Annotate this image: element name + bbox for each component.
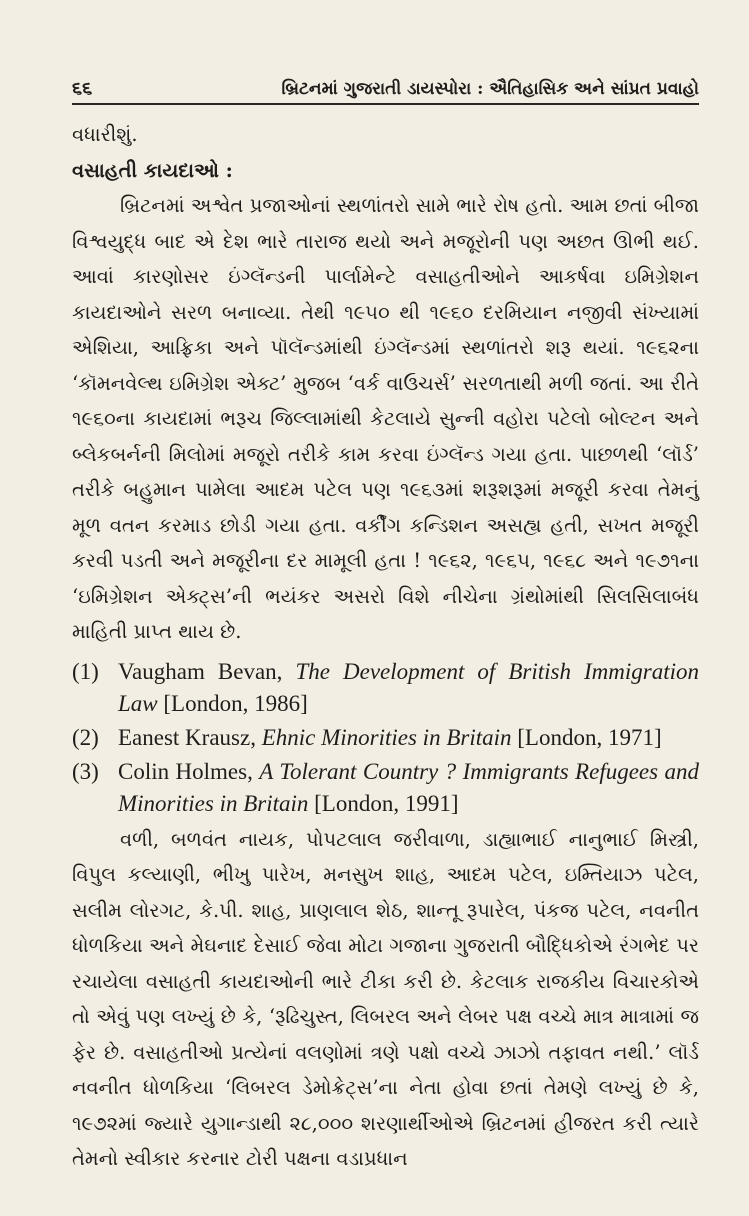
page-number: ૬૬ <box>72 78 93 99</box>
paragraph-2: વળી, બળવંત નાયક, પોપટલાલ જરીવાળા, ડાહ્યાભાઈ નાનુભાઈ મિસ્ત્રી, વિપુલ કલ્યાણી, ભીખુ પારેખ, મનસુખ શાહ, આદમ પટેલ, ઇમ્તિયાઝ પટેલ, સલીમ લોરગટ, કે.પી. શાહ, પ્રાણલાલ શેઠ, શાન્તૂ રૂપારેલ, પંકજ પટેલ, નવનીત ધોળકિયા અને મેઘનાદ દેસાઈ જેવા મોટા ગજાના ગુજરાતી બૌદ્ધિકોએ રંગભેદ પર રચાયેલા વસાહતી કાયદાઓની ભારે ટીકા કરી છે. કેટલાક રાજકીય વિચારકોએ તો એવું પણ લખ્યું છે કે, ‘રૂઢિચુસ્ત, લિબરલ અને લેબર પક્ષ વચ્ચે માત્ર માત્રામાં જ ફેર છે. વસાહતીઓ પ્રત્યેનાં વલણોમાં ત્રણે પક્ષો વચ્ચે ઝાઝો તફાવત નથી.’ લૉર્ડ નવનીત ધોળકિયા ‘લિબરલ ડેમોક્રેટ્સ’ના નેતા હોવા છતાં તેમણે લખ્યું છે કે, ૧૯૭૨માં જ્યારે યુગાન્ડાથી ૨૮,૦૦૦ શરણાર્થીઓએ બ્રિટનમાં હીજરત કરી ત્યારે તેમનો સ્વીકાર કરનાર ટોરી પક્ષના વડાપ્રધાન <box>72 827 699 1170</box>
reference-index: (3) <box>72 758 99 784</box>
reference-publication: [London, 1991] <box>308 790 459 816</box>
reference-list <box>72 656 699 820</box>
reference-item <box>72 756 699 820</box>
running-header <box>72 78 699 105</box>
reference-author: Vaugham Bevan, <box>118 658 296 684</box>
reference-author: Colin Holmes, <box>118 758 260 784</box>
reference-text <box>118 722 662 754</box>
reference-text <box>118 656 699 720</box>
reference-index: (1) <box>72 658 99 684</box>
reference-publication: [London, 1971] <box>511 724 662 750</box>
reference-publication: [London, 1986] <box>157 690 308 716</box>
paragraph-1: બ્રિટનમાં અશ્વેત પ્રજાઓનાં સ્થળાંતરો સામે ભારે રોષ હતો. આમ છતાં બીજા વિશ્વયુદ્ધ બાદ એ દેશ ભારે તારાજ થયો અને મજૂરોની પણ અછત ઊભી થઈ. આવાં કારણોસર ઇંગ્લૅન્ડની પાર્લામેન્ટે વસાહતીઓને આકર્ષવા ઇમિગ્રેશન કાયદાઓને સરળ બનાવ્યા. તેથી ૧૯૫૦ થી ૧૯૬૦ દરમિયાન નજીવી સંખ્યામાં એશિયા, આફ્રિકા અને પૉલૅન્ડમાંથી ઇંગ્લૅન્ડમાં સ્થળાંતરો શરૂ થયાં. ૧૯૬૨ના ‘કૉમનવેલ્થ ઇમિગ્રેશ એક્ટ’ મુજબ ‘વર્ક વાઉચર્સ’ સરળતાથી મળી જતાં. આ રીતે ૧૯૬૦ના કાયદામાં ભરૂચ જિલ્લામાંથી કેટલાયે સુન્ની વહોરા પટેલો બોલ્ટન અને બ્લેકબર્નની મિલોમાં મજૂરો તરીકે કામ કરવા ઇંગ્લૅન્ડ ગયા હતા. પાછળથી ‘લૉર્ડ’ તરીકે બહુમાન પામેલા આદમ પટેલ પણ ૧૯૬૩માં શરૂશરૂમાં મજૂરી કરવા તેમનું મૂળ વતન કરમાડ છોડી ગયા હતા. વર્કીંગ કન્ડિશન અસહ્ય હતી, સખત મજૂરી કરવી પડતી અને મજૂરીના દર મામૂલી હતા ! ૧૯૬૨, ૧૯૬૫, ૧૯૬૮ અને ૧૯૭૧ના ‘ઇમિગ્રેશન એક્ટ્સ’ની ભયંકર અસરો વિશે નીચેના ગ્રંથોમાંથી સિલસિલાબંધ માહિતી પ્રાપ્ત થાય છે. <box>72 194 699 643</box>
reference-index: (2) <box>72 724 99 750</box>
page-body <box>72 117 699 1177</box>
reference-title: Ehnic Minorities in Britain <box>261 724 512 750</box>
reference-author: Eanest Krausz, <box>118 724 262 750</box>
reference-text <box>118 756 699 820</box>
reference-title: A Tolerant Country ? Immigrants Refugees and Minorities in Britain <box>118 758 699 816</box>
running-title: બ્રિટનમાં ગુજરાતી ડાયસ્પોરા : ઐતિહાસિક અને સાંપ્રત પ્રવાહો <box>281 79 699 99</box>
reference-title: The Development of British Immigration Law <box>118 658 699 716</box>
opening-line: વધારીશું. <box>72 123 138 146</box>
reference-item <box>72 722 699 754</box>
section-heading: વસાહતી કાયદાઓ : <box>72 158 233 182</box>
reference-item <box>72 656 699 720</box>
